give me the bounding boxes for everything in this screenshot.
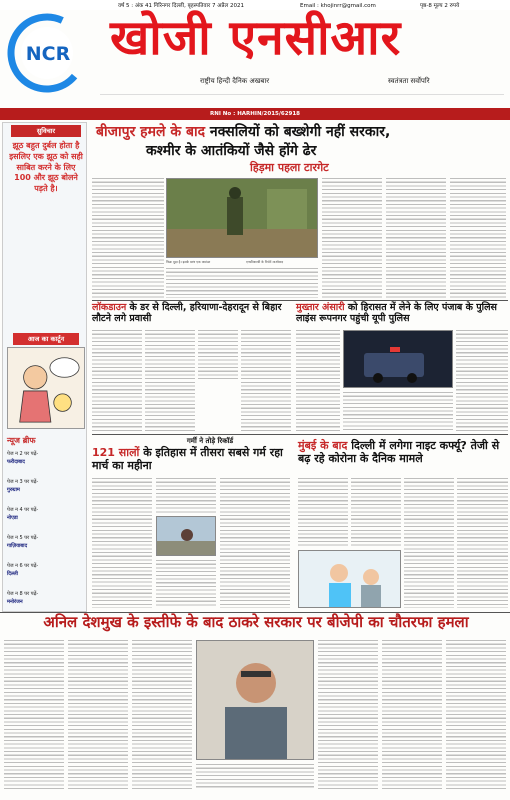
- deshmukh-headline[interactable]: अनिल देशमुख के इस्तीफे के बाद ठाकरे सरकार पर बीजेपी का चौतरफा हमला: [43, 613, 469, 631]
- thought-quote: झूठ बहुत दुर्बल होता है इसलिए एक झूठ को सही साबित करने के लिए 100 और झूठ बोलने पड़ते है।: [9, 141, 83, 194]
- police-van-photo: [343, 330, 453, 388]
- lead-headline[interactable]: बीजापुर हमले के बाद नक्सलियों को बख्शेगी नहीं सरकार,: [96, 124, 391, 140]
- masthead: [100, 12, 504, 74]
- tagline-right: स्वतंत्रता सर्वोपरि: [388, 77, 430, 85]
- deshmukh-column-1: [4, 640, 64, 790]
- heat-photo: [156, 516, 216, 556]
- price-info: पृष्ठ-8 मूल्य 2 रुपये: [420, 3, 460, 9]
- lead-column-2: [166, 268, 318, 298]
- top-info-line: [0, 0, 510, 10]
- migrant-column-4: [241, 330, 291, 432]
- curfew-column-1: [298, 478, 348, 548]
- thackeray-photo: [196, 640, 314, 760]
- brief-item[interactable]: पेज न 4 पर पढ़ें- नोएडा: [7, 507, 39, 521]
- email-info: Email : khojinrr@gmail.com: [300, 3, 376, 9]
- deshmukh-column-2: [68, 640, 128, 790]
- covid-photo: [298, 550, 401, 608]
- cartoon-heading: आज का कार्टून: [13, 333, 79, 345]
- lead-column-1: [92, 178, 164, 298]
- section-divider: [92, 434, 508, 435]
- ncr-logo-icon: [6, 12, 88, 94]
- brief-item[interactable]: पेज न 5 पर पढ़ें- गाज़ियाबाद: [7, 535, 39, 549]
- migrant-column-1: [92, 330, 142, 432]
- cartoon-image: [7, 347, 85, 429]
- lead-photo: [166, 178, 318, 258]
- brief-item[interactable]: पेज न 2 पर पढ़ें- फरीदाबाद: [7, 451, 39, 465]
- brief-item[interactable]: पेज न 8 पर पढ़ें- मनोरंजन: [7, 591, 39, 605]
- news-brief-heading: न्यूज ब्रीफ: [7, 436, 36, 445]
- deshmukh-column-3: [132, 640, 192, 790]
- deshmukh-column-7: [446, 640, 506, 790]
- issue-info: वर्ष 5 : अंक 41 गिरिनगर दिल्ली, बृहस्पतिवार 7 अप्रैल 2021: [118, 3, 244, 9]
- newspaper-title: खोजी एनसीआर: [110, 10, 402, 66]
- rni-bar: RNI No : HARHIN/2015/62918: [0, 108, 510, 120]
- deshmukh-column-4: [196, 764, 314, 790]
- mukhtar-column-2: [343, 392, 453, 432]
- lead-caption-1: फिक्र मुद्रा है। इसके साथ एक कमांडर: [166, 260, 211, 264]
- masthead-rule: [100, 94, 504, 106]
- lead-column-3: [322, 178, 382, 298]
- mukhtar-column-1: [296, 330, 340, 432]
- heat-column-3: [156, 560, 216, 608]
- brief-item[interactable]: पेज न 6 पर पढ़ें- दिल्ली: [7, 563, 39, 577]
- curfew-column-4: [457, 478, 508, 608]
- section-divider: [92, 300, 508, 301]
- left-sidebar: [2, 122, 87, 612]
- mukhtar-headline[interactable]: मुख्तार अंसारी को हिरासत में लेने के लिए पंजाब के पुलिस लाइंस रूपनगर पहुंची यूपी पुलिस: [296, 302, 497, 324]
- delhi-curfew-headline[interactable]: मुंबई के बाद दिल्ली में लगेगा नाइट कर्फ्यू? तेजी से बढ़ रहे कोरोना के दैनिक मामले: [298, 439, 500, 465]
- brief-item[interactable]: पेज न 3 पर पढ़ें- गुरुग्राम: [7, 479, 39, 493]
- migrant-column-2: [145, 330, 195, 432]
- tagline-left: राष्ट्रीय हिन्दी दैनिक अखबार: [200, 77, 270, 85]
- curfew-column-2: [351, 478, 401, 548]
- thought-heading: सुविचार: [11, 125, 81, 137]
- migrant-headline[interactable]: लॉकडाउन के डर से दिल्ली, हरियाणा-देहरादून से बिहार लौटने लगे प्रवासी: [92, 302, 282, 324]
- migrant-column-3: [198, 330, 238, 382]
- heat-column-4: [220, 478, 290, 608]
- lead-caption-2: एनसीआरबी के रिपोर्ट माओवाद: [246, 260, 284, 264]
- logo-text: NCR: [25, 43, 71, 65]
- deshmukh-column-6: [382, 640, 442, 790]
- deshmukh-column-5: [318, 640, 378, 790]
- heat-label: गर्मी ने तोड़े रिकॉर्ड: [186, 437, 234, 445]
- heat-column-1: [92, 478, 152, 608]
- lead-headline-line2: कश्मीर के आतंकियों जैसे होंगे ढेर: [146, 143, 317, 159]
- lead-subheadline: हिड़मा पहला टारगेट: [250, 161, 329, 174]
- curfew-column-3: [404, 478, 454, 608]
- heat-headline[interactable]: 121 सालों के इतिहास में तीसरा सबसे गर्म रहा मार्च का महीना: [92, 446, 283, 472]
- lead-column-4: [386, 178, 446, 298]
- heat-column-2: [156, 478, 216, 514]
- lead-column-5: [450, 178, 506, 298]
- tagline-row: [100, 76, 504, 86]
- mukhtar-column-3: [456, 330, 508, 432]
